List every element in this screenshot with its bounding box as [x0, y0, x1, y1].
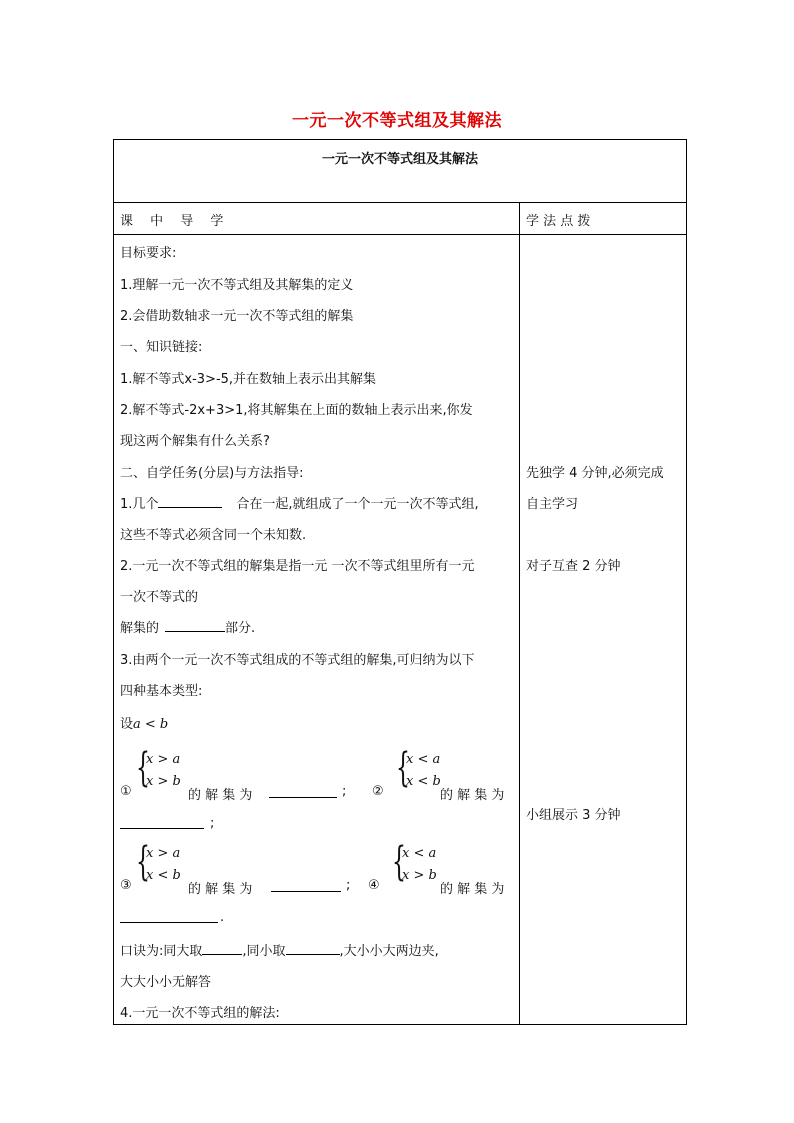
- fill-blank[interactable]: [202, 942, 242, 955]
- tip-self-study-2: 自主学习: [526, 497, 579, 512]
- separator: ;: [210, 816, 215, 831]
- row-divider: [114, 234, 686, 235]
- case-3-marker: ③: [120, 878, 132, 893]
- tip-pair-check: 对子互查 2 分钟: [526, 559, 621, 574]
- task-item-1a: [120, 493, 479, 512]
- inequality-system-3: { x > a x < b: [136, 839, 181, 885]
- column-header-method: 学 法 点 拨: [526, 214, 591, 229]
- system-3-row-2: x < b: [146, 868, 181, 883]
- row-divider: [114, 202, 686, 203]
- inequality-system-4: { x < a x > b: [392, 839, 437, 885]
- task-item-3b: 四种基本类型:: [120, 684, 203, 699]
- rhyme-part-2: ,同小取: [242, 944, 286, 959]
- task-item-1b: 这些不等式必须含同一个未知数.: [120, 528, 307, 543]
- separator: .: [220, 910, 225, 925]
- separator: ;: [342, 784, 347, 799]
- assumption-math: a < b: [133, 717, 169, 732]
- tip-group-show: 小组展示 3 分钟: [526, 808, 621, 823]
- task-item-2c-pre: 解集的: [120, 621, 160, 636]
- task-item-2a: 2.一元一次不等式组的解集是指一元 一次不等式组里所有一元: [120, 559, 475, 574]
- link-heading: 一、知识链接:: [120, 340, 203, 355]
- rhyme-part-3: ,大小小大两边夹,: [339, 944, 439, 959]
- inequality-system-2: { x < a x < b: [396, 745, 441, 791]
- fill-blank[interactable]: [158, 495, 222, 508]
- system-2-row-2: x < b: [406, 774, 441, 789]
- fill-blank[interactable]: [120, 815, 204, 829]
- case-4-marker: ④: [368, 878, 380, 893]
- fill-blank[interactable]: [165, 619, 225, 632]
- fill-blank[interactable]: [269, 784, 337, 798]
- tip-self-study: 先独学 4 分钟,必须完成: [526, 466, 664, 481]
- task-item-4: 4.一元一次不等式组的解法:: [120, 1006, 280, 1021]
- document-title: 一元一次不等式组及其解法: [292, 111, 502, 131]
- link-item-2a: 2.解不等式-2x+3>1,将其解集在上面的数轴上表示出来,你发: [120, 403, 473, 418]
- task-item-2c: [120, 617, 255, 636]
- task-item-1a-post: 合在一起,就组成了一个一元一次不等式组,: [236, 497, 479, 512]
- case-4-text: 的 解 集 为: [440, 882, 505, 897]
- system-1-row-1: x > a: [146, 752, 181, 767]
- case-3-text: 的 解 集 为: [188, 882, 253, 897]
- fill-blank[interactable]: [120, 909, 218, 923]
- system-4-row-1: x < a: [402, 846, 437, 861]
- rhyme-part-1: 口诀为:同大取: [120, 944, 203, 959]
- task-heading: 二、自学任务(分层)与方法指导:: [120, 466, 304, 481]
- table-title: 一元一次不等式组及其解法: [321, 152, 478, 167]
- task-item-2c-post: 部分.: [225, 621, 256, 636]
- fill-blank[interactable]: [286, 942, 340, 955]
- rhyme-line-2: 大大小小无解答: [120, 975, 212, 990]
- column-header-guide: 课 中 导 学: [120, 214, 224, 229]
- case-1-marker: ①: [120, 784, 132, 799]
- system-4-row-2: x > b: [402, 868, 437, 883]
- system-2-row-1: x < a: [406, 752, 441, 767]
- link-item-1: 1.解不等式x-3>-5,并在数轴上表示出其解集: [120, 372, 377, 387]
- goal-item-1: 1.理解一元一次不等式组及其解集的定义: [120, 278, 354, 293]
- case-2-text: 的 解 集 为: [440, 788, 505, 803]
- lesson-table: [113, 139, 687, 1025]
- system-1-row-2: x > b: [146, 774, 181, 789]
- task-item-2b: 一次不等式的: [120, 590, 199, 605]
- fill-blank[interactable]: [271, 878, 341, 892]
- goal-heading: 目标要求:: [120, 246, 177, 261]
- link-item-2b: 现这两个解集有什么关系?: [120, 434, 270, 449]
- system-3-row-1: x > a: [146, 846, 181, 861]
- case-1-text: 的 解 集 为: [188, 788, 253, 803]
- rhyme-line-1: [120, 940, 439, 959]
- inequality-system-1: { x > a x > b: [136, 745, 181, 791]
- assumption: [120, 713, 168, 732]
- assumption-label: 设: [120, 717, 134, 732]
- goal-item-2: 2.会借助数轴求一元一次不等式组的解集: [120, 309, 354, 324]
- case-2-marker: ②: [372, 784, 384, 799]
- task-item-1a-pre: 1.几个: [120, 497, 159, 512]
- task-item-3a: 3.由两个一元一次不等式组成的不等式组的解集,可归纳为以下: [120, 653, 475, 668]
- column-divider: [519, 202, 520, 1024]
- separator: ;: [346, 878, 351, 893]
